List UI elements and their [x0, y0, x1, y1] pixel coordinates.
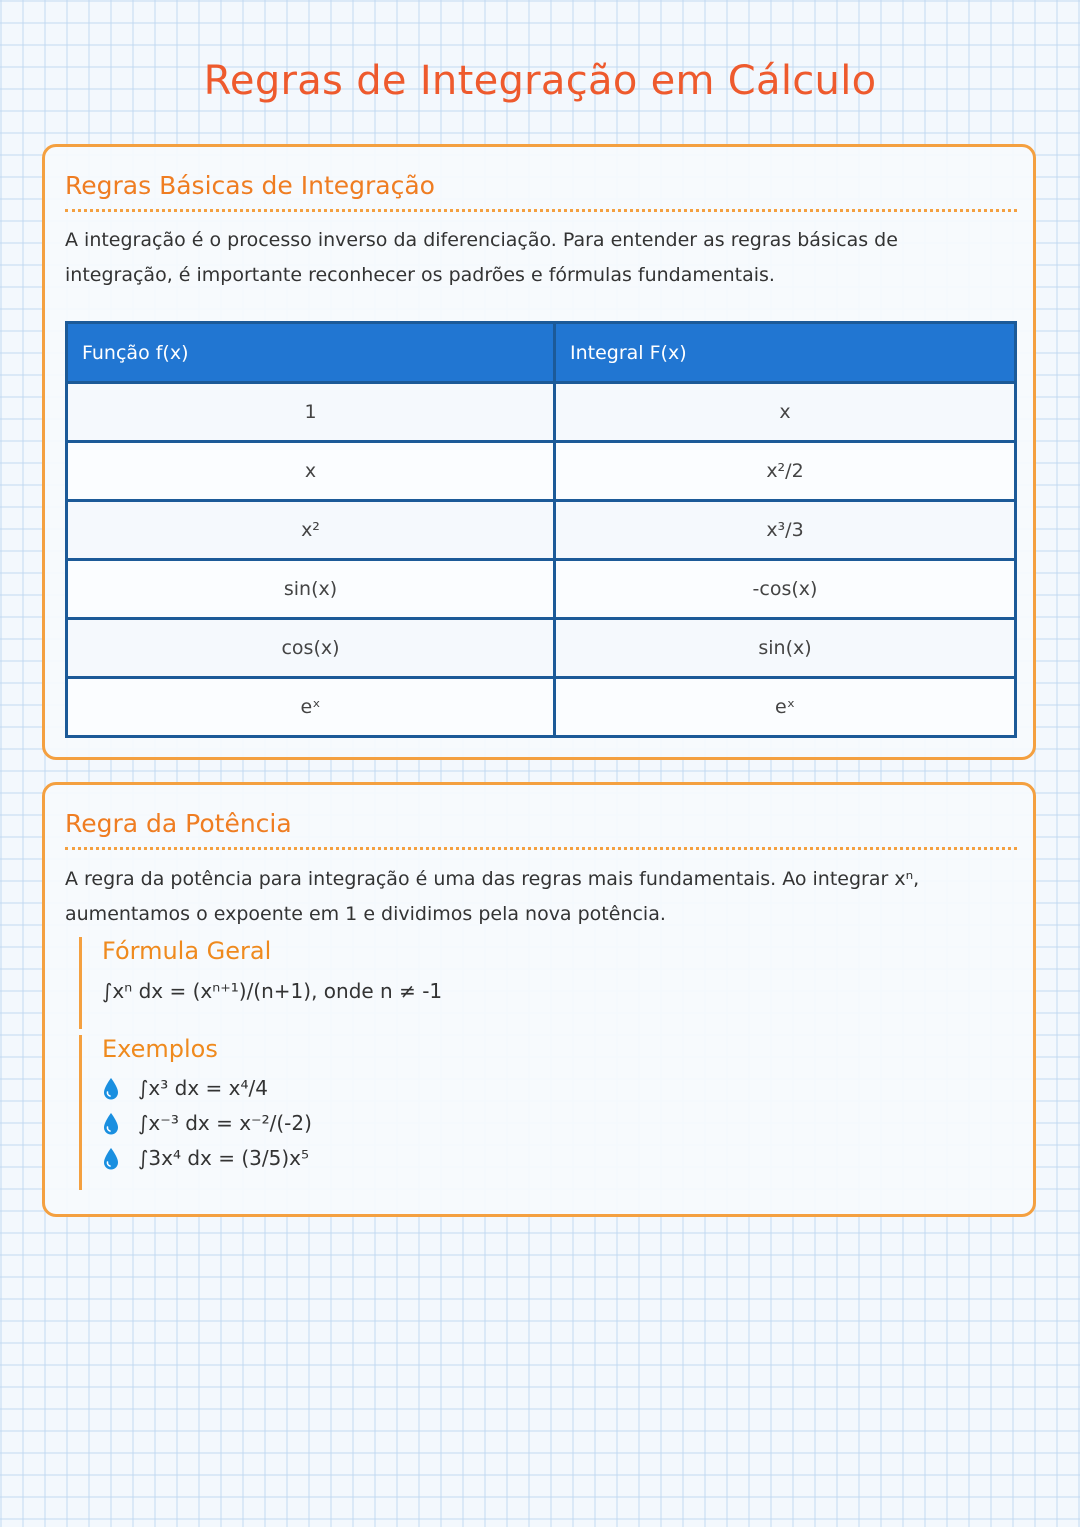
basic-rules-heading: Regras Básicas de Integração: [65, 171, 435, 200]
page-title: Regras de Integração em Cálculo: [203, 58, 877, 104]
table-header-integral: Integral F(x): [555, 323, 1016, 383]
table-row: [67, 501, 1016, 560]
heading-divider: [65, 209, 1017, 212]
general-formula-heading: Fórmula Geral: [102, 937, 272, 965]
droplet-icon: [102, 1112, 120, 1136]
table-cell-function: x: [67, 442, 555, 501]
power-rule-heading: Regra da Potência: [65, 809, 292, 838]
table-row: [67, 383, 1016, 442]
table-cell-integral: x³/3: [555, 501, 1016, 560]
example-text: ∫3x⁴ dx = (3/5)x⁵: [138, 1146, 310, 1170]
droplet-icon: [102, 1147, 120, 1171]
basic-rules-intro: A integração é o processo inverso da diferenciação. Para entender as regras básicas de integração, é importante reconhecer os padrões e fórmulas fundamentais.: [65, 229, 898, 286]
droplet-icon: [102, 1077, 120, 1101]
example-text: ∫x⁻³ dx = x⁻²/(-2): [138, 1111, 312, 1135]
table-row: [67, 560, 1016, 619]
integration-table: [65, 321, 1017, 738]
table-cell-function: eˣ: [67, 678, 555, 737]
table-cell-integral: x: [555, 383, 1016, 442]
examples-list: [102, 1071, 312, 1176]
table-row: [67, 442, 1016, 501]
list-item: [102, 1141, 312, 1176]
power-rule-intro: A regra da potência para integração é uma das regras mais fundamentais. Ao integrar xⁿ, aumentamos o expoente em 1 e dividimos pela nova potência.: [65, 868, 920, 925]
table-row: [67, 678, 1016, 737]
table-cell-integral: sin(x): [555, 619, 1016, 678]
general-formula: ∫xⁿ dx = (xⁿ⁺¹)/(n+1), onde n ≠ -1: [102, 979, 443, 1003]
basic-rules-card: [42, 144, 1036, 760]
heading-divider: [65, 847, 1017, 850]
table-cell-integral: eˣ: [555, 678, 1016, 737]
table-cell-integral: x²/2: [555, 442, 1016, 501]
table-header-function: Função f(x): [67, 323, 555, 383]
table-cell-function: sin(x): [67, 560, 555, 619]
examples-block: [79, 1035, 312, 1190]
table-cell-function: 1: [67, 383, 555, 442]
table-cell-function: x²: [67, 501, 555, 560]
table-row: [67, 619, 1016, 678]
power-rule-card: [42, 782, 1036, 1217]
table-cell-integral: -cos(x): [555, 560, 1016, 619]
table-cell-function: cos(x): [67, 619, 555, 678]
list-item: [102, 1106, 312, 1141]
list-item: [102, 1071, 312, 1106]
example-text: ∫x³ dx = x⁴/4: [138, 1076, 268, 1100]
general-formula-block: [79, 937, 442, 1029]
examples-heading: Exemplos: [102, 1035, 218, 1063]
table-header-row: [67, 323, 1016, 383]
